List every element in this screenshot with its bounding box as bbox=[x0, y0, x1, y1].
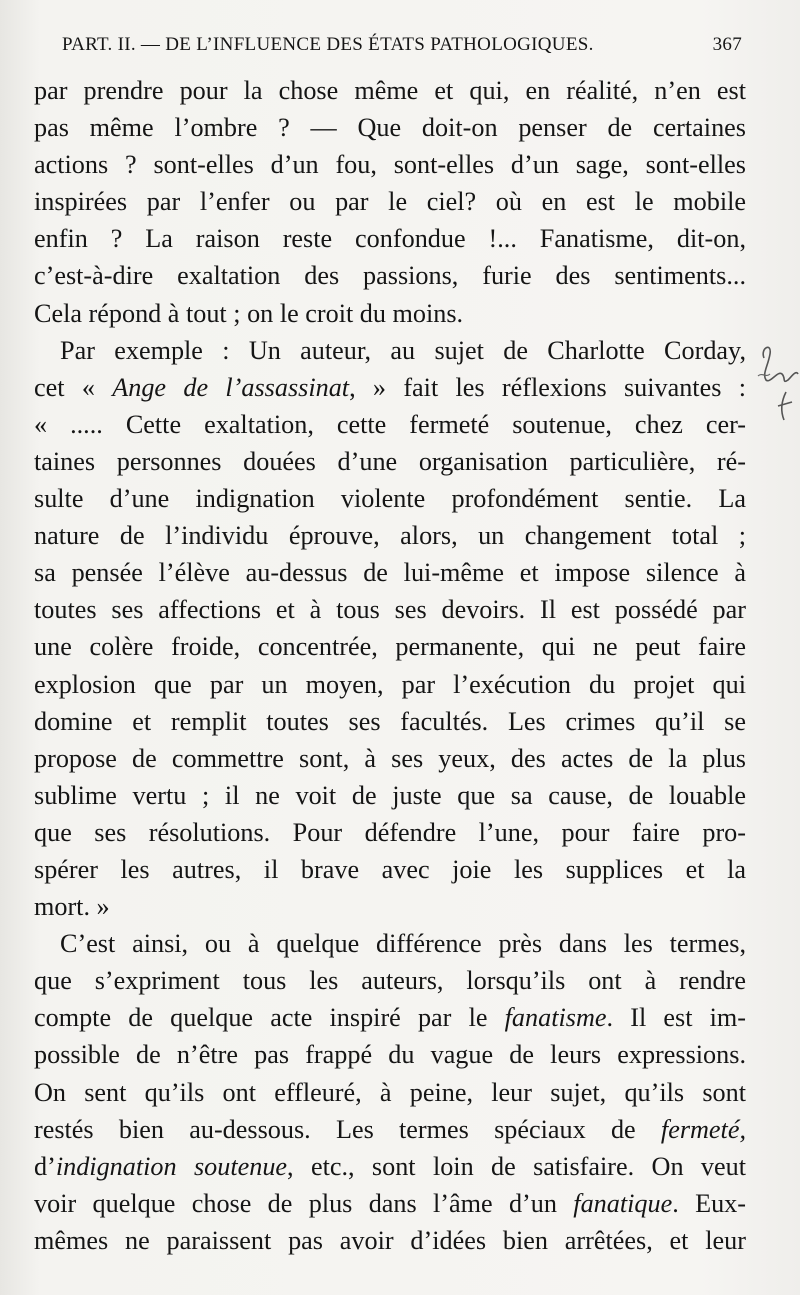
text-line bbox=[34, 406, 746, 443]
line-text: pas même l’ombre ? — Que doit-on penser de certaines bbox=[34, 113, 746, 143]
text-line bbox=[34, 962, 746, 999]
line-text: mort. » bbox=[34, 892, 110, 922]
text-line bbox=[34, 999, 746, 1036]
text-line bbox=[34, 369, 746, 406]
line-text: sa pensée l’élève au-dessus de lui-même et impose silence à bbox=[34, 558, 746, 588]
line-text: compte de quelque acte inspiré par le bbox=[34, 1003, 505, 1033]
text-line bbox=[34, 740, 746, 777]
text-line bbox=[34, 480, 746, 517]
italic-phrase: fermeté, bbox=[660, 1114, 746, 1144]
line-text: . Il est im- bbox=[606, 1003, 747, 1033]
line-text: taines personnes douées d’une organisation particulière, ré- bbox=[34, 446, 746, 476]
line-text: cet « bbox=[34, 372, 113, 402]
line-text: , etc., sont loin de satisfaire. On veut bbox=[287, 1151, 746, 1181]
line-text: sublime vertu ; il ne voit de juste que sa cause, de louable bbox=[34, 780, 746, 810]
text-line bbox=[34, 183, 746, 220]
line-text: restés bien au-dessous. Les termes spéciaux de bbox=[34, 1114, 661, 1144]
line-text: explosion que par un moyen, par l’exécution du projet qui bbox=[34, 669, 746, 699]
line-text: actions ? sont-elles d’un fou, sont-elles d’un sage, sont-elles bbox=[34, 150, 746, 180]
running-head bbox=[62, 34, 742, 64]
text-line bbox=[34, 1148, 746, 1185]
text-line bbox=[34, 109, 746, 146]
text-line bbox=[34, 814, 746, 851]
line-text: c’est-à-dire exaltation des passions, furie des sentiments... bbox=[34, 261, 746, 291]
body-text bbox=[34, 72, 746, 1259]
line-text: voir quelque chose de plus dans l’âme d’un bbox=[34, 1188, 574, 1218]
line-text: possible de n’être pas frappé du vague de leurs expressions. bbox=[34, 1040, 746, 1070]
line-text: nature de l’individu éprouve, alors, un changement total ; bbox=[34, 521, 746, 551]
text-line bbox=[34, 888, 746, 925]
italic-phrase: Ange de l’assassinat bbox=[112, 372, 350, 402]
italic-phrase: fanatique bbox=[573, 1188, 673, 1218]
line-text: Cela répond à tout ; on le croit du moins. bbox=[34, 298, 464, 328]
text-line bbox=[34, 146, 746, 183]
line-text: « ..... Cette exaltation, cette fermeté soutenue, chez cer- bbox=[34, 409, 746, 439]
line-text: , » fait les réflexions suivantes : bbox=[349, 372, 746, 402]
text-line bbox=[34, 517, 746, 554]
line-text: propose de commettre sont, à ses yeux, des actes de la plus bbox=[34, 743, 746, 773]
line-text: spérer les autres, il brave avec joie les supplices et la bbox=[34, 854, 746, 884]
line-text: C’est ainsi, ou à quelque différence près dans les termes, bbox=[60, 929, 746, 959]
text-line bbox=[34, 1222, 746, 1259]
italic-phrase: fanatisme bbox=[504, 1003, 607, 1033]
line-text: . Eux- bbox=[672, 1188, 746, 1218]
handwritten-margin-note bbox=[752, 340, 800, 430]
page-number: 367 bbox=[712, 34, 742, 55]
italic-phrase: indignation soutenue bbox=[55, 1151, 288, 1181]
text-line bbox=[34, 703, 746, 740]
text-line bbox=[34, 666, 746, 703]
line-text: que ses résolutions. Pour défendre l’une, pour faire pro- bbox=[34, 817, 746, 847]
line-text: toutes ses affections et à tous ses devoirs. Il est possédé par bbox=[34, 595, 746, 625]
line-text: Par exemple : Un auteur, au sujet de Charlotte Corday, bbox=[60, 335, 746, 365]
line-text: d’ bbox=[34, 1151, 56, 1181]
text-line bbox=[34, 591, 746, 628]
text-line bbox=[34, 1111, 746, 1148]
text-line bbox=[34, 628, 746, 665]
text-line bbox=[34, 295, 746, 332]
line-text: mêmes ne paraissent pas avoir d’idées bien arrêtées, et leur bbox=[34, 1225, 746, 1255]
text-line bbox=[34, 443, 746, 480]
text-line bbox=[34, 1185, 746, 1222]
line-text: une colère froide, concentrée, permanente, qui ne peut faire bbox=[34, 632, 746, 662]
text-line bbox=[34, 332, 746, 369]
text-line bbox=[34, 257, 746, 294]
text-line bbox=[34, 925, 746, 962]
line-text: domine et remplit toutes ses facultés. Les crimes qu’il se bbox=[34, 706, 746, 736]
line-text: On sent qu’ils ont effleuré, à peine, leur sujet, qu’ils sont bbox=[34, 1077, 746, 1107]
text-line bbox=[34, 851, 746, 888]
line-text: inspirées par l’enfer ou par le ciel? où en est le mobile bbox=[34, 187, 746, 217]
text-line bbox=[34, 220, 746, 257]
text-line bbox=[34, 777, 746, 814]
text-line bbox=[34, 1036, 746, 1073]
text-line bbox=[34, 554, 746, 591]
line-text: par prendre pour la chose même et qui, en réalité, n’en est bbox=[34, 76, 746, 105]
line-text: sulte d’une indignation violente profondément sentie. La bbox=[34, 484, 746, 514]
line-text: enfin ? La raison reste confondue !... Fanatisme, dit-on, bbox=[34, 224, 746, 254]
text-line bbox=[34, 72, 746, 109]
text-line bbox=[34, 1074, 746, 1111]
running-head-title: PART. II. — DE L’INFLUENCE DES ÉTATS PATHOLOGIQUES. bbox=[62, 34, 594, 55]
line-text: que s’expriment tous les auteurs, lorsqu’ils ont à rendre bbox=[34, 966, 746, 996]
